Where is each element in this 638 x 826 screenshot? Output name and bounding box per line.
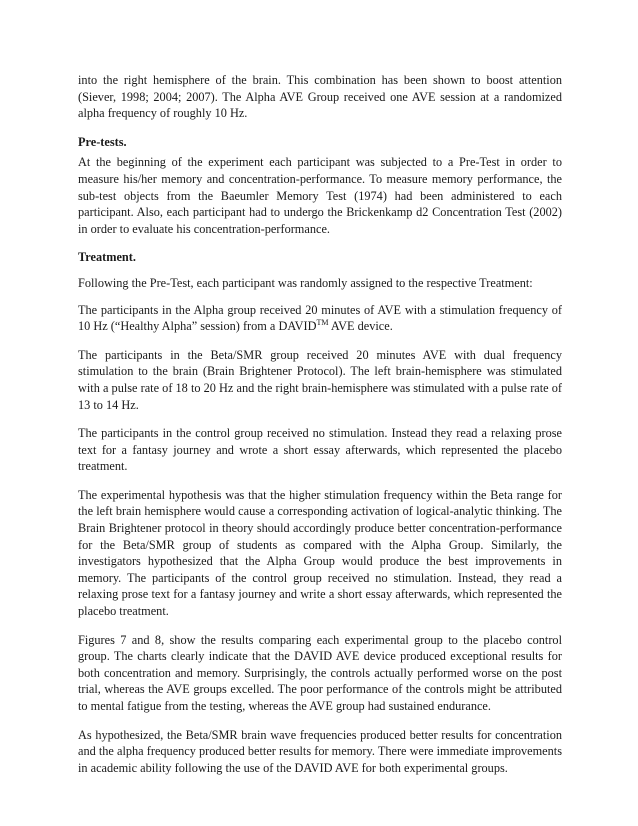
hypothesis-paragraph: The experimental hypothesis was that the higher stimulation frequency within the Beta range for the left brain hemisphere would cause a corresponding activation of logical-analytic thinking. The Brain Brightener protocol in theory should accordingly produce better concentration-performance for the Beta/SMR group of students as compared with the Alpha Group. Similarly, the investigators hypothesized that the Alpha Group would produce the best improvements in memory. The participants of the control group received no stimulation. Instead, they read a relaxing prose text for a fantasy journey and write a short essay afterwards, which represented the placebo treatment. [78, 487, 562, 619]
treatment-intro-paragraph: Following the Pre-Test, each participant was randomly assigned to the respective Treatment: [78, 275, 533, 290]
figures-paragraph: Figures 7 and 8, show the results comparing each experimental group to the placebo control group. The charts clearly indicate that the DAVID AVE device produced exceptional results for both concentration and memory. Surprisingly, the controls actually performed worse on the post trial, whereas the AVE groups excelled. The poor performance of the controls might be attributed to mental fatigue from the testing, whereas the AVE group had sustained endurance. [78, 632, 562, 713]
alpha-group-paragraph [78, 302, 562, 335]
intro-paragraph: into the right hemisphere of the brain. This combination has been shown to boost attention (Siever, 1998; 2004; 2007). The Alpha AVE Group received one AVE session at a randomized alpha frequency of roughly 10 Hz. [78, 73, 562, 121]
trademark-superscript: TM [316, 318, 329, 328]
pretests-heading: Pre-tests. [78, 134, 127, 149]
conclusion-paragraph: As hypothesized, the Beta/SMR brain wave frequencies produced better results for concentration and the alpha frequency produced better results for memory. There were immediate improvements in academic ability following the use of the DAVID AVE for both experimental groups. [78, 727, 562, 775]
beta-group-paragraph: The participants in the Beta/SMR group received 20 minutes AVE with dual frequency stimulation to the brain (Brain Brightener Protocol). The left brain-hemisphere was stimulated with a pulse rate of 18 to 20 Hz and the right brain-hemisphere was stimulated with a pulse rate of 13 to 14 Hz. [78, 347, 562, 412]
alpha-group-text-end: AVE device. [328, 319, 393, 334]
pretests-paragraph: At the beginning of the experiment each participant was subjected to a Pre-Test in order to measure his/her memory and concentration-performance. To measure memory performance, the sub-test objects from the Baeumler Memory Test (1974) had been administered to each participant. Also, each participant had to undergo the Brickenkamp d2 Concentration Test (2002) in order to evaluate his concentration-performance. [78, 155, 562, 236]
alpha-group-text: The participants in the Alpha group received 20 minutes of AVE with a stimulation frequency of 10 Hz (“Healthy Alpha” session) from a DAVID [78, 302, 562, 334]
document-page [78, 72, 562, 788]
treatment-heading: Treatment. [78, 250, 136, 265]
control-group-paragraph: The participants in the control group received no stimulation. Instead they read a relaxing prose text for a fantasy journey and wrote a short essay afterwards, which represented the placebo treatment. [78, 426, 562, 474]
